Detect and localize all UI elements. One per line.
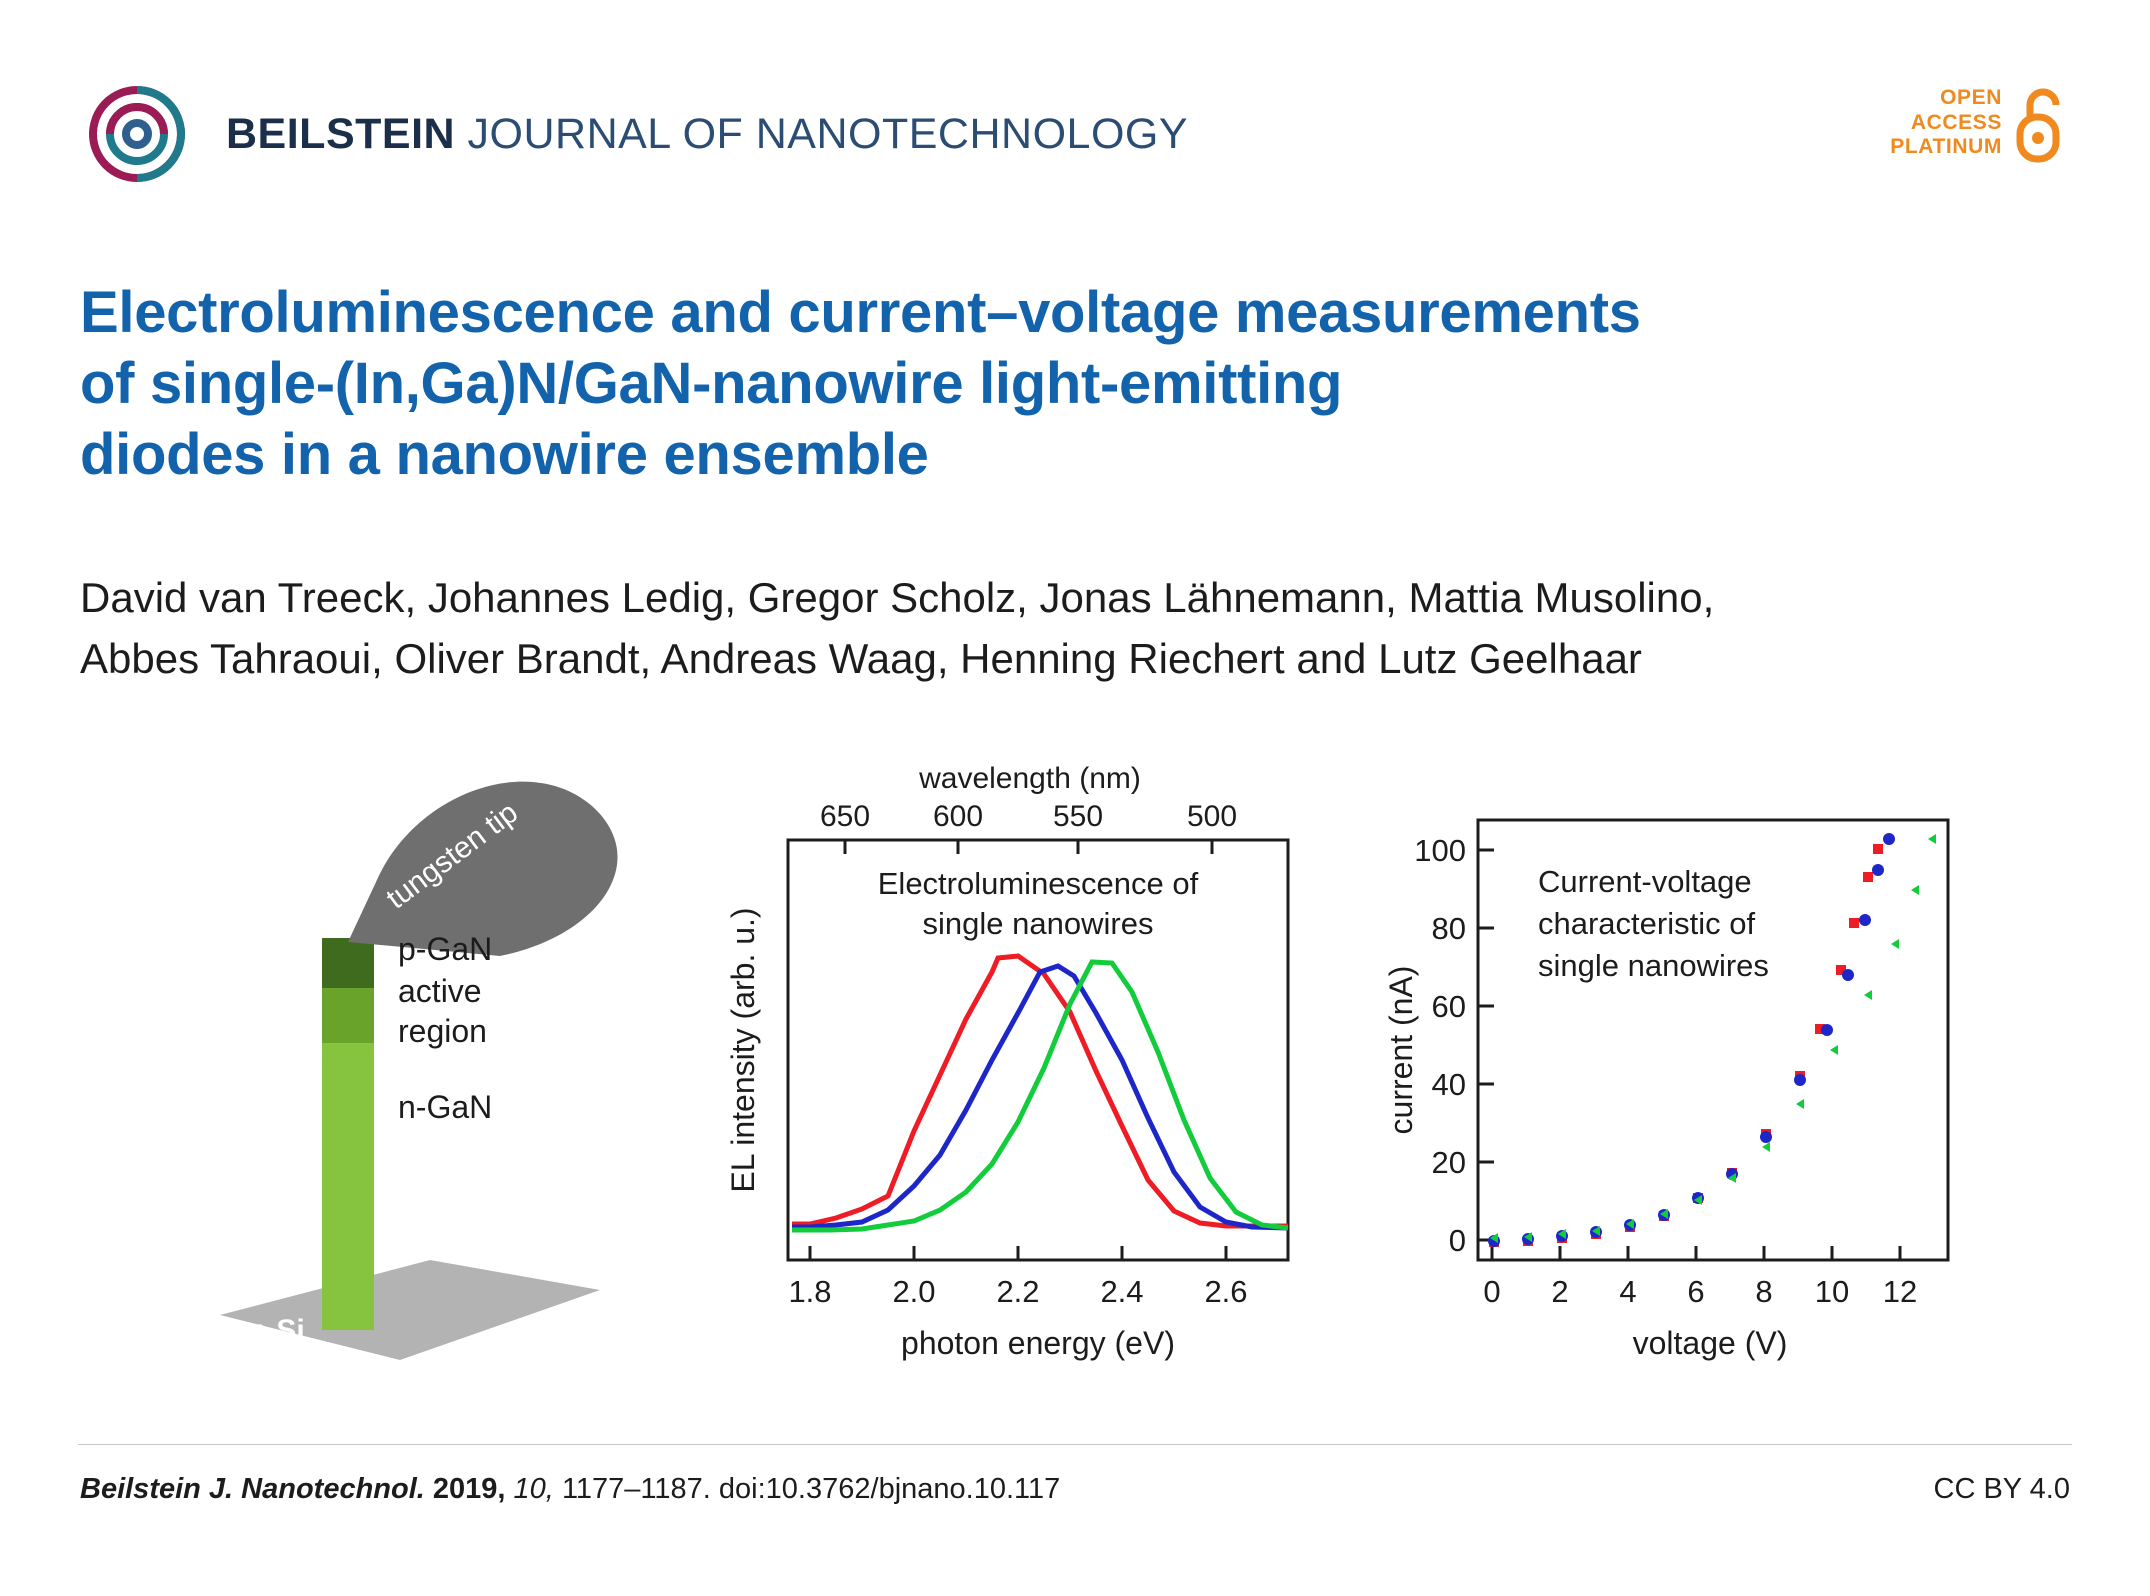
chart-c-xtick-10: 10	[1814, 1274, 1850, 1309]
substrate-label: n-Si	[248, 1314, 305, 1347]
chart-b-top-tick-600: 600	[932, 800, 984, 833]
chart-c-title-line1: Current-voltage	[1538, 864, 1752, 899]
title-line-2: of single-(In,Ga)N/GaN-nanowire light-emitting	[80, 350, 1343, 416]
label-n-gan: n-GaN	[398, 1089, 493, 1125]
chart-c-xtick-12: 12	[1882, 1274, 1918, 1309]
citation-year: 2019,	[432, 1473, 506, 1505]
chart-b-xtick-2-6: 2.6	[1204, 1274, 1248, 1309]
chart-c-xtick-4: 4	[1619, 1274, 1637, 1309]
open-lock-icon	[2016, 83, 2072, 163]
title-line-3: diodes in a nanowire ensemble	[80, 421, 929, 487]
chart-c-ytick-0: 0	[1448, 1223, 1466, 1258]
nanowire-schematic	[200, 770, 680, 1390]
citation-journal: Beilstein J. Nanotechnol.	[80, 1473, 425, 1505]
citation	[80, 1473, 1060, 1506]
chart-b-xtick-2-0: 2.0	[892, 1274, 936, 1309]
journal-title	[226, 110, 1188, 159]
label-active: active	[398, 973, 482, 1009]
citation-doi[interactable]: doi:10.3762/bjnano.10.117	[718, 1473, 1061, 1505]
chart-b-top-tick-550: 550	[1052, 800, 1104, 833]
chart-c-ytick-40: 40	[1431, 1067, 1466, 1102]
chart-c-title-line2: characteristic of	[1538, 906, 1756, 941]
chart-c-ytick-20: 20	[1431, 1145, 1466, 1180]
journal-header	[78, 75, 2072, 195]
author-line-2: Abbes Tahraoui, Oliver Brandt, Andreas Waag, Henning Riechert and Lutz Geelhaar	[80, 634, 1642, 682]
open-access-badge	[1890, 83, 2072, 163]
citation-pages: 1177–1187.	[561, 1473, 711, 1505]
author-line-1: David van Treeck, Johannes Ledig, Gregor Scholz, Jonas Lähnemann, Mattia Musolino,	[80, 574, 1715, 621]
chart-b-series-green	[792, 962, 1288, 1230]
journal-brand	[78, 75, 2072, 193]
chart-c-xtick-8: 8	[1755, 1274, 1773, 1309]
chart-c-xtick-2: 2	[1551, 1274, 1569, 1309]
chart-b-top-axis-label: wavelength (nm)	[919, 762, 1141, 795]
chart-b-top-tick-500: 500	[1186, 800, 1238, 833]
chart-c-xtick-6: 6	[1687, 1274, 1705, 1309]
label-p-gan: p-GaN	[398, 931, 493, 967]
chart-b-xtick-2-4: 2.4	[1100, 1274, 1144, 1309]
chart-b-title-line1: Electroluminescence of	[877, 866, 1199, 901]
graphical-abstract-figure	[80, 760, 2070, 1400]
chart-b-xtick-2-2: 2.2	[996, 1274, 1040, 1309]
el-spectra-chart	[700, 760, 1340, 1400]
chart-c-xtick-0: 0	[1483, 1274, 1501, 1309]
citation-volume: 10,	[513, 1473, 554, 1505]
license-label: CC BY 4.0	[1933, 1473, 2070, 1505]
chart-b-title-line2: single nanowires	[922, 906, 1154, 941]
chart-c-ytick-100: 100	[1414, 833, 1466, 868]
chart-b-top-tick-650: 650	[819, 800, 871, 833]
open-access-line2: ACCESS	[1910, 110, 2002, 134]
chart-c-series-red	[1489, 844, 1883, 1247]
chart-c-ylabel: current (nA)	[1383, 965, 1419, 1135]
chart-c-xlabel: voltage (V)	[1632, 1325, 1788, 1361]
author-list	[80, 568, 2070, 690]
chart-b-xtick-1-8: 1.8	[788, 1274, 832, 1309]
label-region: region	[398, 1013, 487, 1049]
chart-b-ylabel: EL intensity (arb. u.)	[725, 907, 761, 1193]
chart-b-xlabel: photon energy (eV)	[901, 1325, 1175, 1361]
chart-c-ytick-80: 80	[1431, 911, 1466, 946]
open-access-line3: PLATINUM	[1890, 135, 2002, 159]
title-line-1: Electroluminescence and current–voltage measurements	[80, 280, 1641, 345]
page-title	[80, 278, 2020, 490]
chart-c-title-line3: single nanowires	[1538, 948, 1769, 983]
iv-characteristic-chart	[1370, 760, 2010, 1400]
open-access-line1: OPEN	[1940, 85, 2002, 109]
chart-c-ytick-60: 60	[1431, 989, 1466, 1024]
chart-b-series-blue	[792, 966, 1288, 1228]
journal-title-bold: BEILSTEIN	[226, 109, 456, 158]
footer-divider	[78, 1444, 2072, 1445]
journal-title-light: JOURNAL OF NANOTECHNOLOGY	[455, 109, 1189, 158]
beilstein-spiral-logo-icon	[78, 75, 196, 193]
tungsten-tip-label: tungsten tip	[380, 795, 525, 916]
